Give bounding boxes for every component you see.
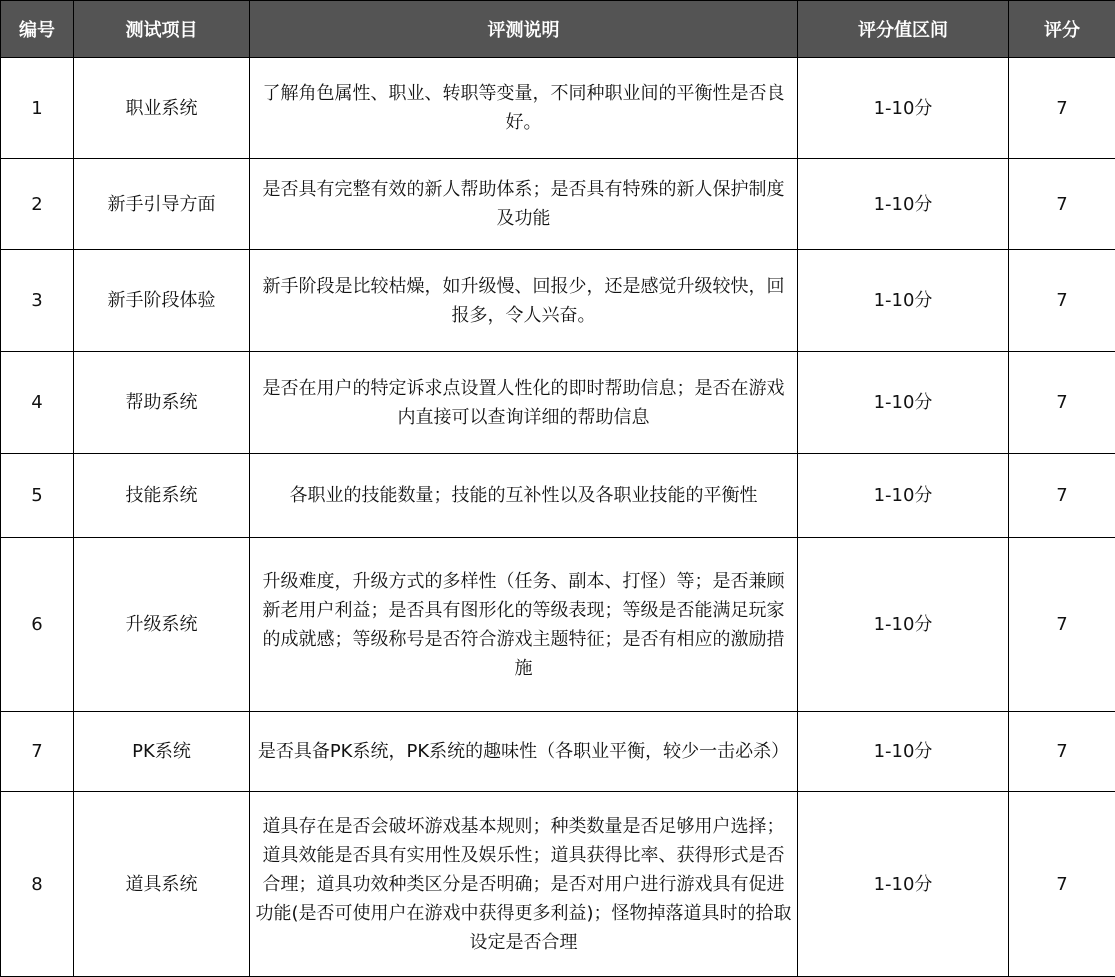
row-item: 升级系统 [74,538,250,712]
row-score: 7 [1009,712,1115,792]
row-item: 新手阶段体验 [74,250,250,352]
row-number: 2 [1,159,74,250]
row-range: 1-10分 [798,352,1009,454]
row-description: 是否在用户的特定诉求点设置人性化的即时帮助信息；是否在游戏内直接可以查询详细的帮助信息 [250,352,798,454]
row-score: 7 [1009,159,1115,250]
row-range: 1-10分 [798,159,1009,250]
row-range: 1-10分 [798,58,1009,159]
table-row [1,58,1115,159]
table-row [1,250,1115,352]
header-row [1,1,1115,58]
row-number: 5 [1,454,74,538]
row-score: 7 [1009,58,1115,159]
table-row [1,792,1115,977]
table-body [1,58,1115,977]
table-row [1,352,1115,454]
row-item: PK系统 [74,712,250,792]
row-number: 4 [1,352,74,454]
header-range: 评分值区间 [798,1,1009,58]
row-range: 1-10分 [798,250,1009,352]
row-range: 1-10分 [798,712,1009,792]
row-description: 升级难度，升级方式的多样性（任务、副本、打怪）等；是否兼顾新老用户利益；是否具有图形化的等级表现；等级是否能满足玩家的成就感；等级称号是否符合游戏主题特征；是否有相应的激励措施 [250,538,798,712]
table-header [1,1,1115,58]
header-desc: 评测说明 [250,1,798,58]
row-description: 是否具备PK系统，PK系统的趣味性（各职业平衡，较少一击必杀） [250,712,798,792]
row-item: 职业系统 [74,58,250,159]
row-item: 新手引导方面 [74,159,250,250]
row-description: 了解角色属性、职业、转职等变量，不同种职业间的平衡性是否良好。 [250,58,798,159]
row-description: 新手阶段是比较枯燥，如升级慢、回报少，还是感觉升级较快，回报多，令人兴奋。 [250,250,798,352]
header-item: 测试项目 [74,1,250,58]
row-number: 6 [1,538,74,712]
row-description: 各职业的技能数量；技能的互补性以及各职业技能的平衡性 [250,454,798,538]
row-item: 帮助系统 [74,352,250,454]
row-number: 3 [1,250,74,352]
table-row [1,538,1115,712]
row-score: 7 [1009,454,1115,538]
row-range: 1-10分 [798,454,1009,538]
row-score: 7 [1009,538,1115,712]
row-range: 1-10分 [798,792,1009,977]
header-score: 评分 [1009,1,1115,58]
row-item: 技能系统 [74,454,250,538]
row-score: 7 [1009,250,1115,352]
row-item: 道具系统 [74,792,250,977]
row-description: 道具存在是否会破坏游戏基本规则；种类数量是否足够用户选择；道具效能是否具有实用性及娱乐性；道具获得比率、获得形式是否合理；道具功效种类区分是否明确；是否对用户进行游戏具有促进功能(是否可使用户在游戏中获得更多利益)；怪物掉落道具时的拾取设定是否合理 [250,792,798,977]
row-description: 是否具有完整有效的新人帮助体系；是否具有特殊的新人保护制度及功能 [250,159,798,250]
row-number: 1 [1,58,74,159]
table-row [1,712,1115,792]
row-score: 7 [1009,792,1115,977]
row-number: 8 [1,792,74,977]
header-no: 编号 [1,1,74,58]
table-row [1,159,1115,250]
row-number: 7 [1,712,74,792]
row-range: 1-10分 [798,538,1009,712]
row-score: 7 [1009,352,1115,454]
table-row [1,454,1115,538]
